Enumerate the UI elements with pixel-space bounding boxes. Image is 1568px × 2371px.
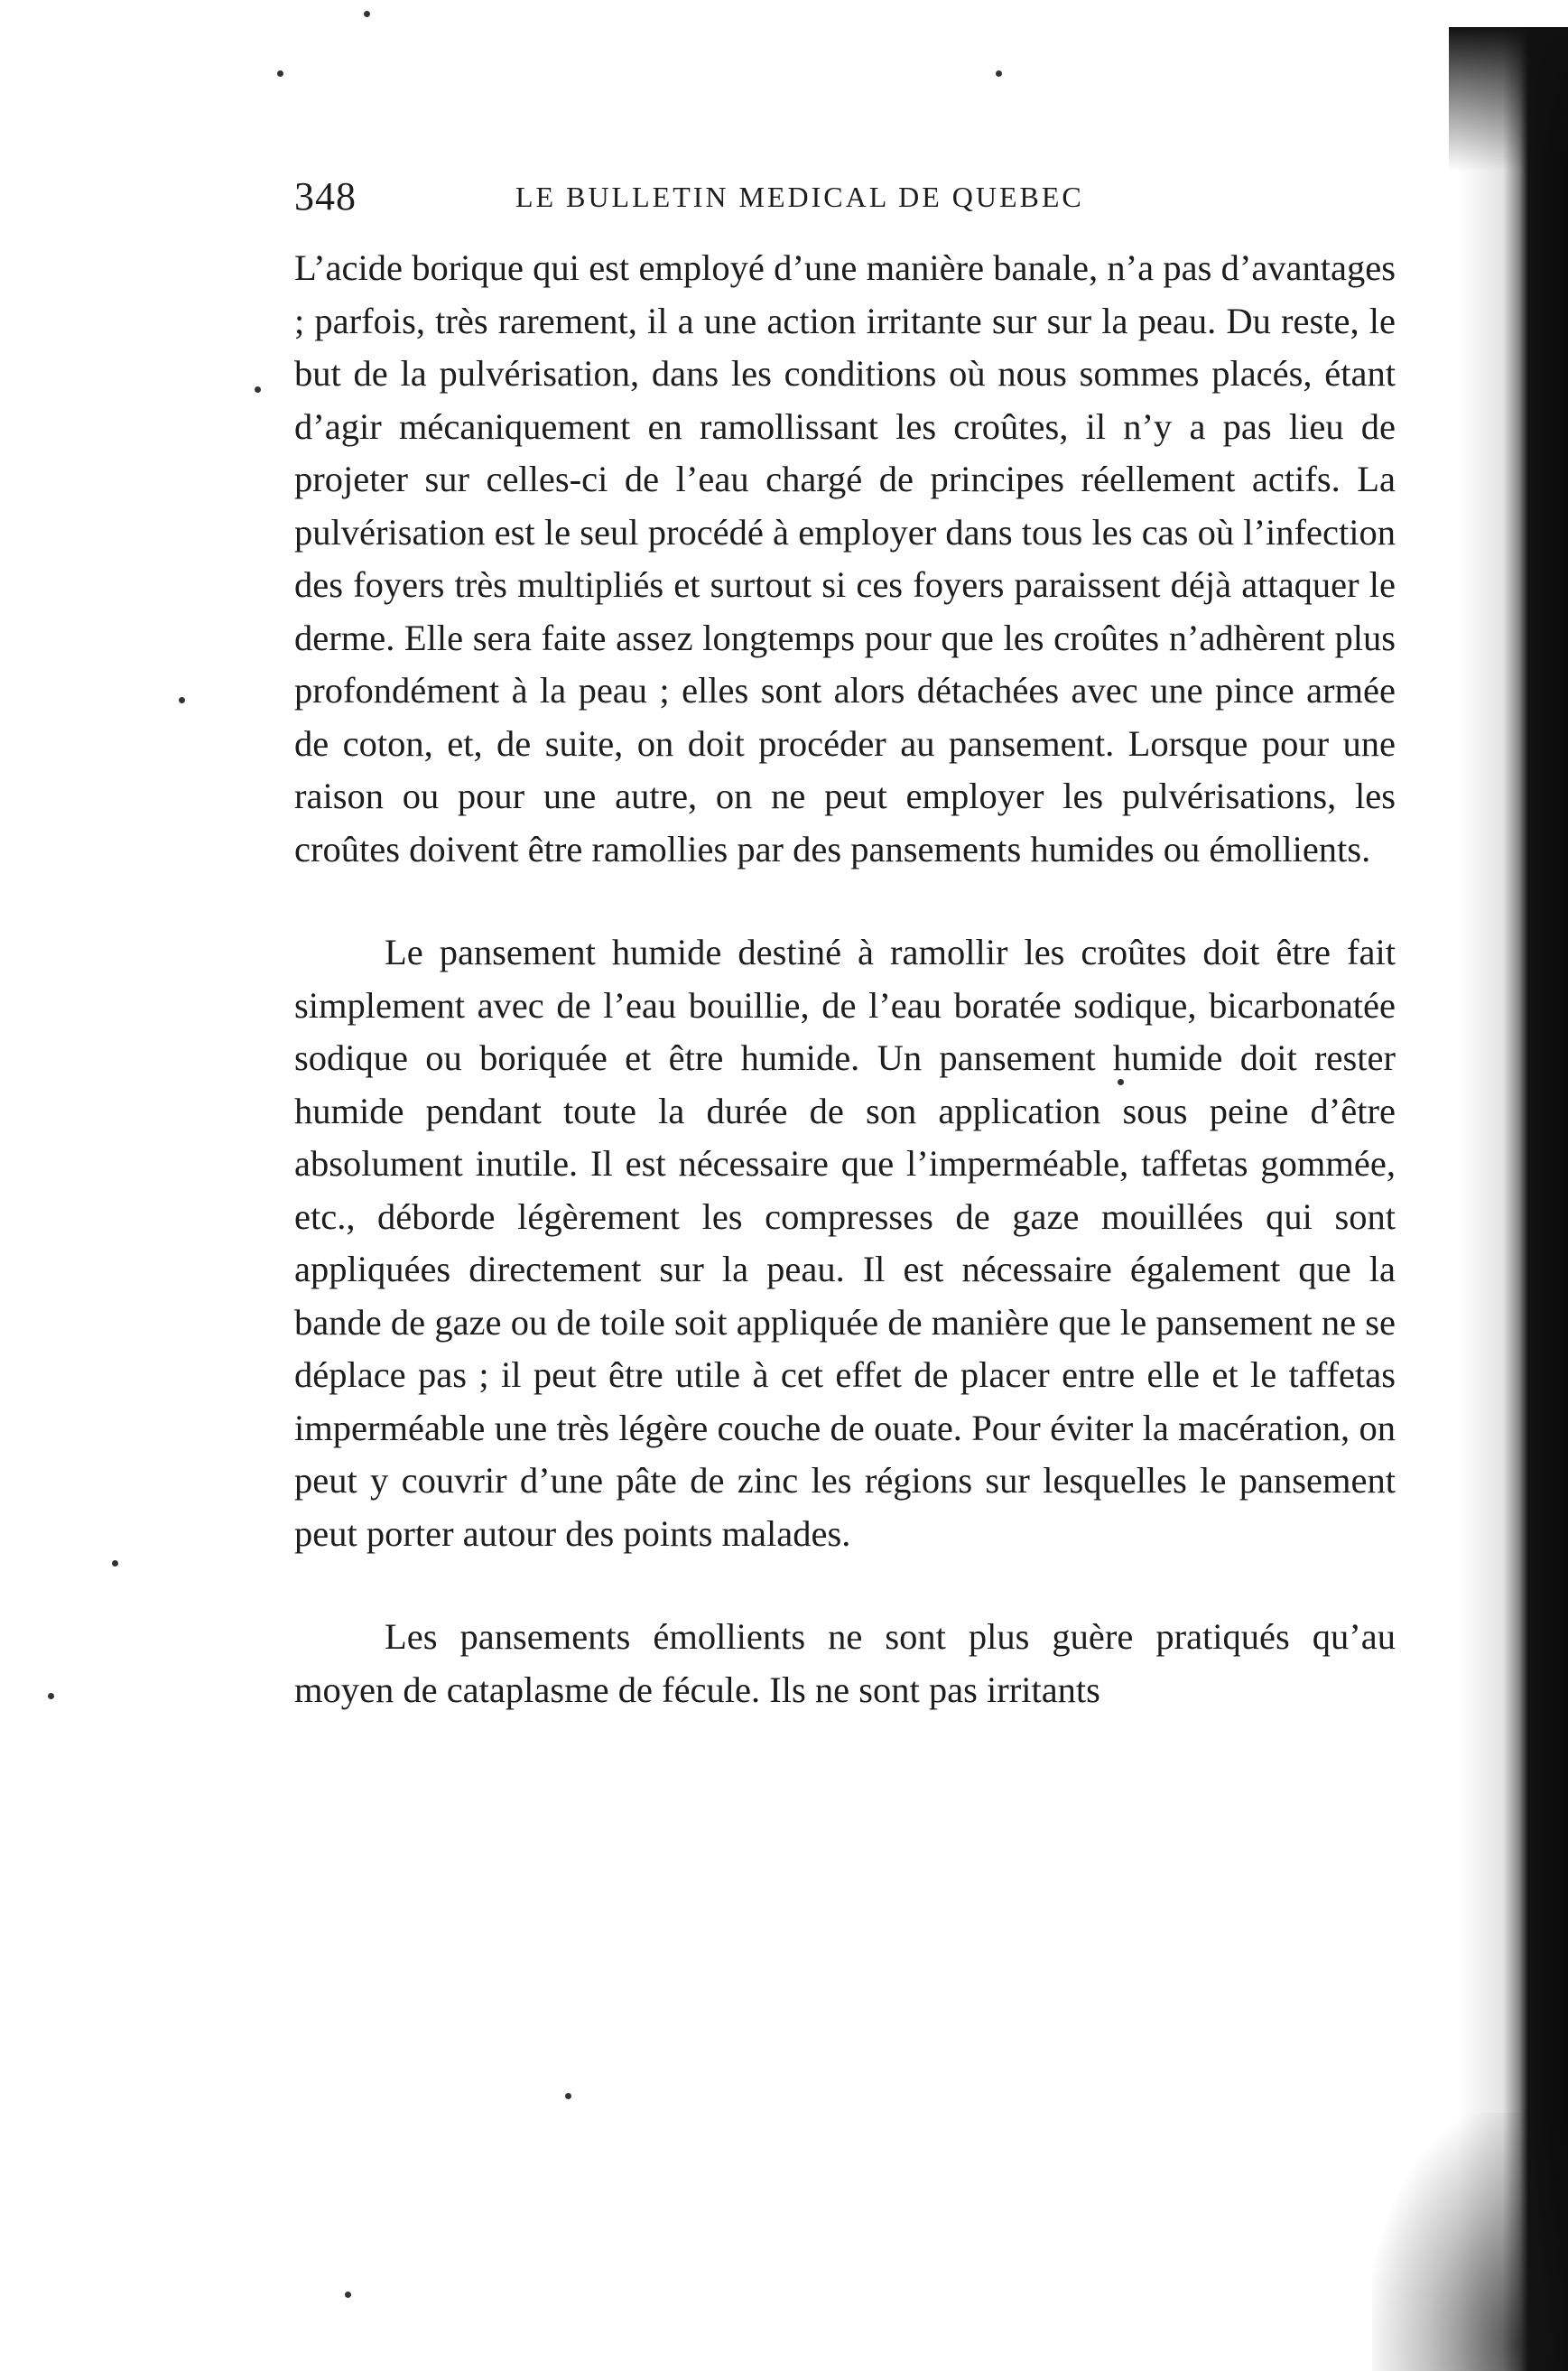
page-number: 348: [294, 174, 357, 219]
print-speck: [255, 386, 261, 393]
paragraph-wet-dressing: Le pansement humide destiné à ramollir les croûtes doit être fait simplement avec de l’eau bouillie, de l’eau boratée sodique, bicarbonatée sodique ou boriquée et être humide. Un pansement humide doit rester humide pendant toute la durée de son application sous peine d’être absolument inutile. Il est nécessaire que l’imperméable, taffetas gommée, etc., déborde légèrement les compresses de gaze mouillées qui sont appliquées directement sur la peau. Il est nécessaire également que la bande de gaze ou de toile soit appliquée de manière que le pansement ne se déplace pas ; il peut être utile à cet effet de placer entre elle et le taffetas imperméable une très légère couche de ouate. Pour éviter la macération, on peut y couvrir d’une pâte de zinc les régions sur lesquelles le pansement peut porter autour des points malades.: [294, 932, 1396, 1554]
page-edge-shadow: [1458, 27, 1568, 2371]
body-text: [294, 242, 1396, 1716]
print-speck: [345, 2292, 351, 2298]
running-title: LE BULLETIN MEDICAL DE QUEBEC: [515, 181, 1084, 213]
paragraph-emollient-dressing: Les pansements émollients ne sont plus guère pratiqués qu’au moyen de cataplasme de fécule. Ils ne sont pas irritants: [294, 1616, 1396, 1710]
page-edge-shadow-top: [1449, 27, 1568, 172]
print-speck: [277, 70, 283, 77]
print-speck: [48, 1693, 54, 1699]
print-speck: [996, 70, 1002, 77]
print-speck: [179, 697, 185, 703]
print-speck: [112, 1560, 118, 1567]
print-speck: [565, 2093, 571, 2099]
paragraph-boric-acid: L’acide borique qui est employé d’une manière banale, n’a pas d’avantages ; parfois, très rarement, il a une action irritante sur sur la peau. Du reste, le but de la pulvérisation, dans les conditions où nous sommes placés, étant d’agir mécaniquement en ramollissant les croûtes, il n’y a pas lieu de projeter sur celles-ci de l’eau chargé de principes réellement actifs. La pulvérisation est le seul procédé à employer dans tous les cas où l’infection des foyers très multipliés et surtout si ces foyers paraissent déjà attaquer le derme. Elle sera faite assez longtemps pour que les croûtes n’adhèrent plus profondément à la peau ; elles sont alors détachées avec une pince armée de coton, et, de suite, on doit procéder au pansement. Lorsque pour une raison ou pour une autre, on ne peut employer les pulvérisations, les croûtes doivent être ramollies par des pansements humides ou émollients.: [294, 247, 1396, 869]
page-header: [294, 173, 1396, 228]
page-edge-shadow-bottom: [1372, 2113, 1568, 2371]
print-speck: [364, 11, 370, 17]
